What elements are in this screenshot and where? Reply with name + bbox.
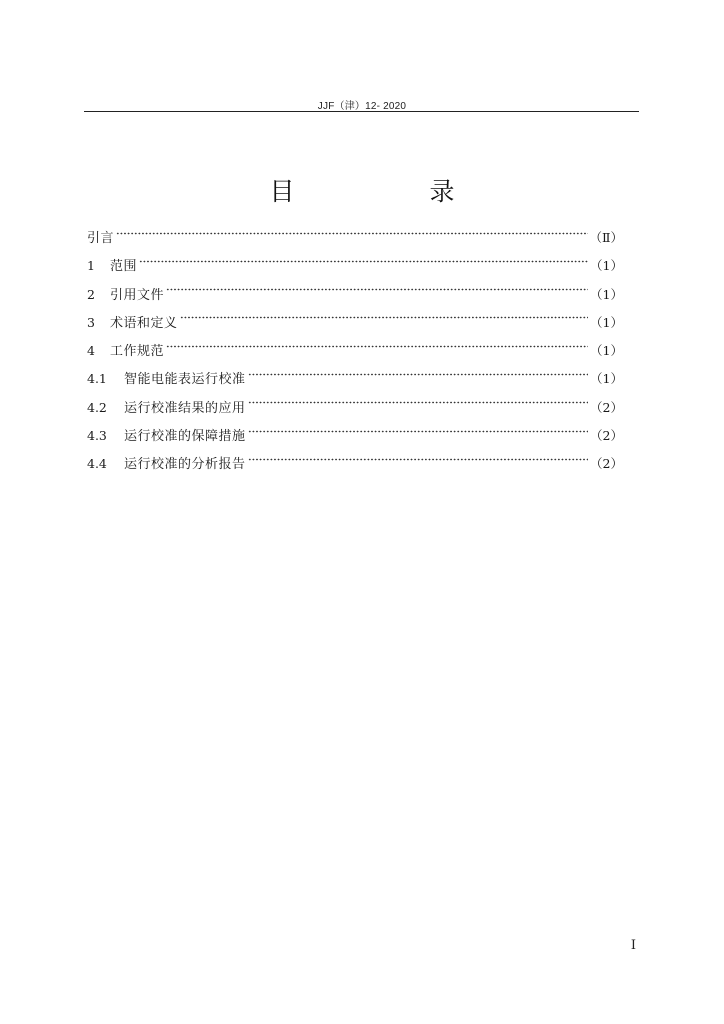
toc-dot-leader: [166, 284, 588, 296]
toc-entry-label: 工作规范: [110, 344, 165, 360]
toc-entry-page: （1）: [590, 343, 623, 359]
toc-dot-leader: [166, 340, 588, 352]
toc-dot-leader: [248, 397, 589, 409]
toc-dot-leader: [248, 368, 589, 380]
toc-entry-label: 运行校准的保障措施: [124, 429, 246, 445]
toc-entry-page: （1）: [590, 314, 623, 330]
toc-entry-4-2[interactable]: [87, 394, 623, 422]
document-code-header: JJF（津）12- 2020: [317, 101, 407, 112]
header-divider: [84, 111, 639, 112]
toc-dot-leader: [180, 312, 589, 324]
toc-entry-terms[interactable]: [87, 309, 623, 337]
toc-entry-4-1[interactable]: [87, 365, 623, 393]
toc-entry-page: （Ⅱ）: [589, 230, 623, 245]
page-title: 目 录: [269, 177, 510, 206]
toc-entry-4-4[interactable]: [87, 450, 623, 478]
toc-entry-4-3[interactable]: [87, 422, 623, 450]
toc-entry-label: 智能电能表运行校准: [124, 372, 246, 388]
toc-entry-scope[interactable]: [87, 252, 623, 280]
toc-entry-number: 4.4: [87, 456, 107, 472]
toc-entry-number: 4.3: [87, 428, 107, 444]
toc-entry-number: 1: [87, 258, 95, 274]
toc-entry-label: 运行校准的分析报告: [124, 457, 246, 473]
toc-dot-leader: [248, 425, 589, 437]
toc-entry-number: 3: [87, 314, 95, 330]
toc-dot-leader: [248, 453, 589, 465]
toc-entry-references[interactable]: [87, 281, 623, 309]
page-number: I: [630, 938, 636, 953]
toc-entry-number: 4.2: [87, 399, 107, 415]
toc-entry-page: （1）: [590, 286, 623, 302]
toc-entry-page: （2）: [590, 456, 623, 472]
toc-entry-number: 2: [87, 286, 95, 302]
toc-entry-introduction[interactable]: [87, 224, 623, 252]
toc-entry-page: （1）: [590, 371, 623, 387]
table-of-contents: [87, 224, 623, 479]
toc-entry-page: （1）: [590, 258, 623, 274]
toc-entry-label: 术语和定义: [110, 315, 178, 331]
toc-dot-leader: [139, 255, 588, 267]
toc-entry-number: 4.1: [87, 371, 107, 387]
toc-entry-label: 运行校准结果的应用: [124, 400, 246, 416]
toc-entry-page: （2）: [590, 399, 623, 415]
toc-entry-number: 4: [87, 343, 95, 359]
toc-entry-label: 引用文件: [110, 287, 165, 303]
toc-entry-page: （2）: [590, 428, 623, 444]
toc-entry-label: 引言: [87, 231, 115, 246]
toc-entry-label: 范围: [110, 259, 138, 275]
toc-dot-leader: [116, 227, 587, 239]
toc-entry-work-spec[interactable]: [87, 337, 623, 365]
